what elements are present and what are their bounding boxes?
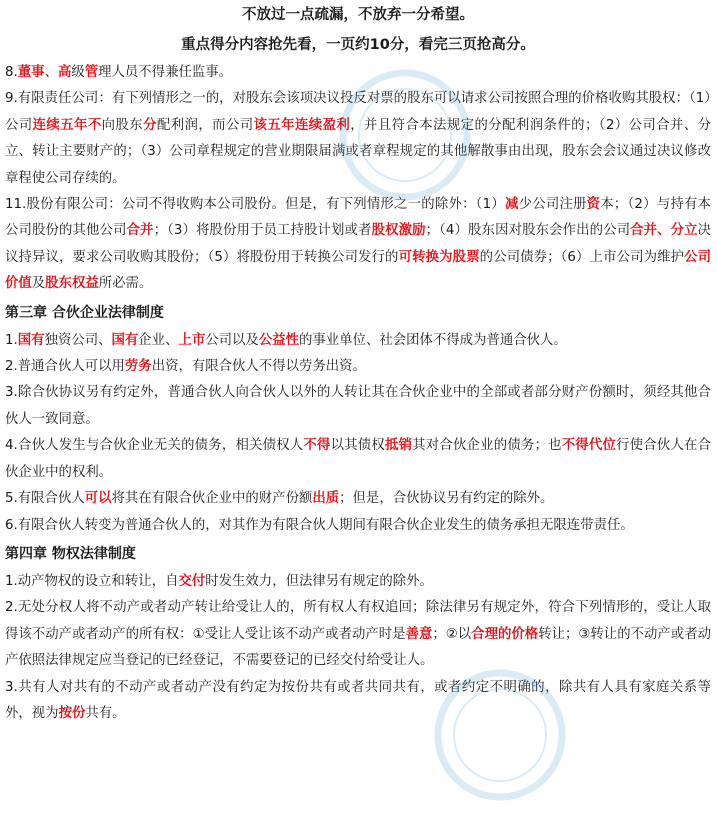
list-item [5,569,711,595]
highlight-text: 交付 [178,573,206,589]
text-segment: 公司以及 [205,332,259,348]
highlight-text: 连续五年不 [32,117,102,133]
highlight-text: 国有 [111,332,139,348]
text-segment: 级 [71,65,85,80]
text-segment: 向股东 [101,117,144,133]
text-segment: 独资公司、 [44,332,112,348]
highlight-text: 资 [586,197,601,213]
highlight-text: 减 [504,197,519,213]
highlight-text: 可转换为股票 [398,249,480,265]
list-item [5,328,711,354]
highlight-text: 合并 [126,223,154,239]
document-content [5,60,711,727]
text-segment: 5.有限合伙人 [5,491,85,507]
text-segment: 企业、 [138,332,179,348]
text-segment: 6.有限合伙人转变为普通合伙人的，对其作为有限合伙人期间有限合伙企业发生的债务承担无限连带责任。 [5,517,634,533]
text-segment: 其对合伙企业的债务；也 [412,438,562,454]
highlight-text: 善意 [405,626,433,642]
list-item [5,595,711,674]
list-item [5,675,711,728]
highlight-text: 该五年连续盈利 [253,117,351,133]
text-segment: 9.有限责任公司：有下列情形之一的，对股东会该项决议投反对票的股东可以请求公司按照合理的价格收购其股权：（1）公司 [5,91,711,133]
text-segment: 1.动产物权的设立和转让，自 [5,573,179,589]
text-segment: 4.合伙人发生与合伙企业无关的债务，相关债权人 [5,438,304,454]
list-item [5,86,711,192]
text-segment: 本；（2）与持有本公司股份的其他公司 [5,197,712,239]
text-segment: 8. [5,65,18,80]
highlight-text: 按份 [58,705,86,721]
text-segment: 11.股份有限公司：公司不得收购本公司股份。但是，有下列情形之一的除外：（1） [5,197,505,213]
list-item [5,192,711,298]
text-segment: 以其债权 [330,438,385,454]
highlight-text: 可以 [84,491,112,507]
text-segment: ；（4）股东因对股东会作出的公司 [425,223,631,239]
highlight-text: 出质 [312,491,340,507]
highlight-text: 合并、分立 [630,223,698,239]
highlight-text: 公司价值 [5,249,711,292]
highlight-text: 不得代位 [561,438,617,454]
highlight-text: 抵销 [384,438,413,454]
highlight-text: 上市 [178,332,206,348]
highlight-text: 国有 [17,332,45,348]
text-segment: 3.共有人对共有的不动产或者动产没有约定为按份共有或者共同共有，或者约定不明确的，除共有人具有家庭关系等外，视为 [5,679,711,721]
text-segment: 的事业单位、社会团体不得成为普通合伙人。 [298,332,567,348]
highlight-text: 高 [57,65,72,80]
list-item [5,513,711,539]
text-segment: 及 [31,276,46,292]
highlight-text: 不得 [303,438,331,454]
text-segment: ；②以 [432,626,472,642]
text-segment: 出资，有限合伙人不得以劳务出资。 [151,359,366,375]
text-segment: 共有。 [85,705,126,721]
text-segment: 时发生效力，但法律另有规定的除外。 [205,573,433,589]
text-segment: 所必需。 [98,276,153,292]
chapter-heading: 第四章 物权法律制度 [5,545,136,562]
text-segment: 的公司债券；（6）上市公司为维护 [479,249,685,265]
header-tagline: 重点得分内容抢先看，一页约10分，看完三页抢高分。 [181,37,535,53]
list-item [5,486,711,512]
highlight-text: 管 [84,65,99,80]
highlight-text: 劳务 [124,359,152,375]
list-item [5,354,711,380]
text-segment: 将其在有限合伙企业中的财产份额 [111,491,313,507]
text-segment: 3.除合伙协议另有约定外，普通合伙人向合伙人以外的人转让其在合伙企业中的全部或者部分财产份额时，须经其他合伙人一致同意。 [5,385,711,427]
text-segment: 少公司注册 [518,197,587,213]
highlight-text: 董事 [17,65,45,80]
highlight-text: 分 [143,117,157,133]
text-segment: 、 [44,65,58,80]
chapter-heading: 第三章 合伙企业法律制度 [5,304,164,321]
highlight-text: 合理的价格 [471,626,539,642]
list-item [5,380,711,433]
highlight-text: 股权激励 [371,223,426,239]
text-segment: ；（3）将股份用于员工持股计划或者 [153,223,372,239]
text-segment: 1. [5,332,18,348]
text-segment: 理人员不得兼任监事。 [98,65,233,80]
list-item [5,433,711,486]
text-segment: 2.无处分权人将不动产或者动产转让给受让人的，所有权人有权追回；除法律另有规定外，符合下列情形的，受让人取得该不动产或者动产的所有权：①受让人受让该不动产或者动产时是 [5,600,711,642]
text-segment: ；但是，合伙协议另有约定的除外。 [339,491,554,507]
text-segment: 配利润，而公司 [156,117,254,133]
text-segment: ，并且符合本法规定的分配利润条件的；（2）公司合并、分立、转让主要财产的；（3）公司章程规定的营业期限届满或者章程规定的其他解散事由出现，股东会会议通过决议修改章程使公司存续的。 [5,117,712,186]
text-segment: 决议持异议，要求公司收购其股份；（5）将股份用于转换公司发行的 [5,223,712,265]
highlight-text: 公益性 [258,332,299,348]
text-segment: 行使合伙人在合伙企业中的权利。 [5,438,712,480]
list-item [5,60,711,86]
highlight-text: 股东权益 [45,276,99,292]
text-segment: 2.普通合伙人可以用 [5,359,125,375]
header-motto: 不放过一点疏漏，不放弃一分希望。 [242,7,474,23]
text-segment: 转让；③转让的不动产或者动产依照法律规定应当登记的已经登记，不需要登记的已经交付给受让人。 [5,626,711,669]
